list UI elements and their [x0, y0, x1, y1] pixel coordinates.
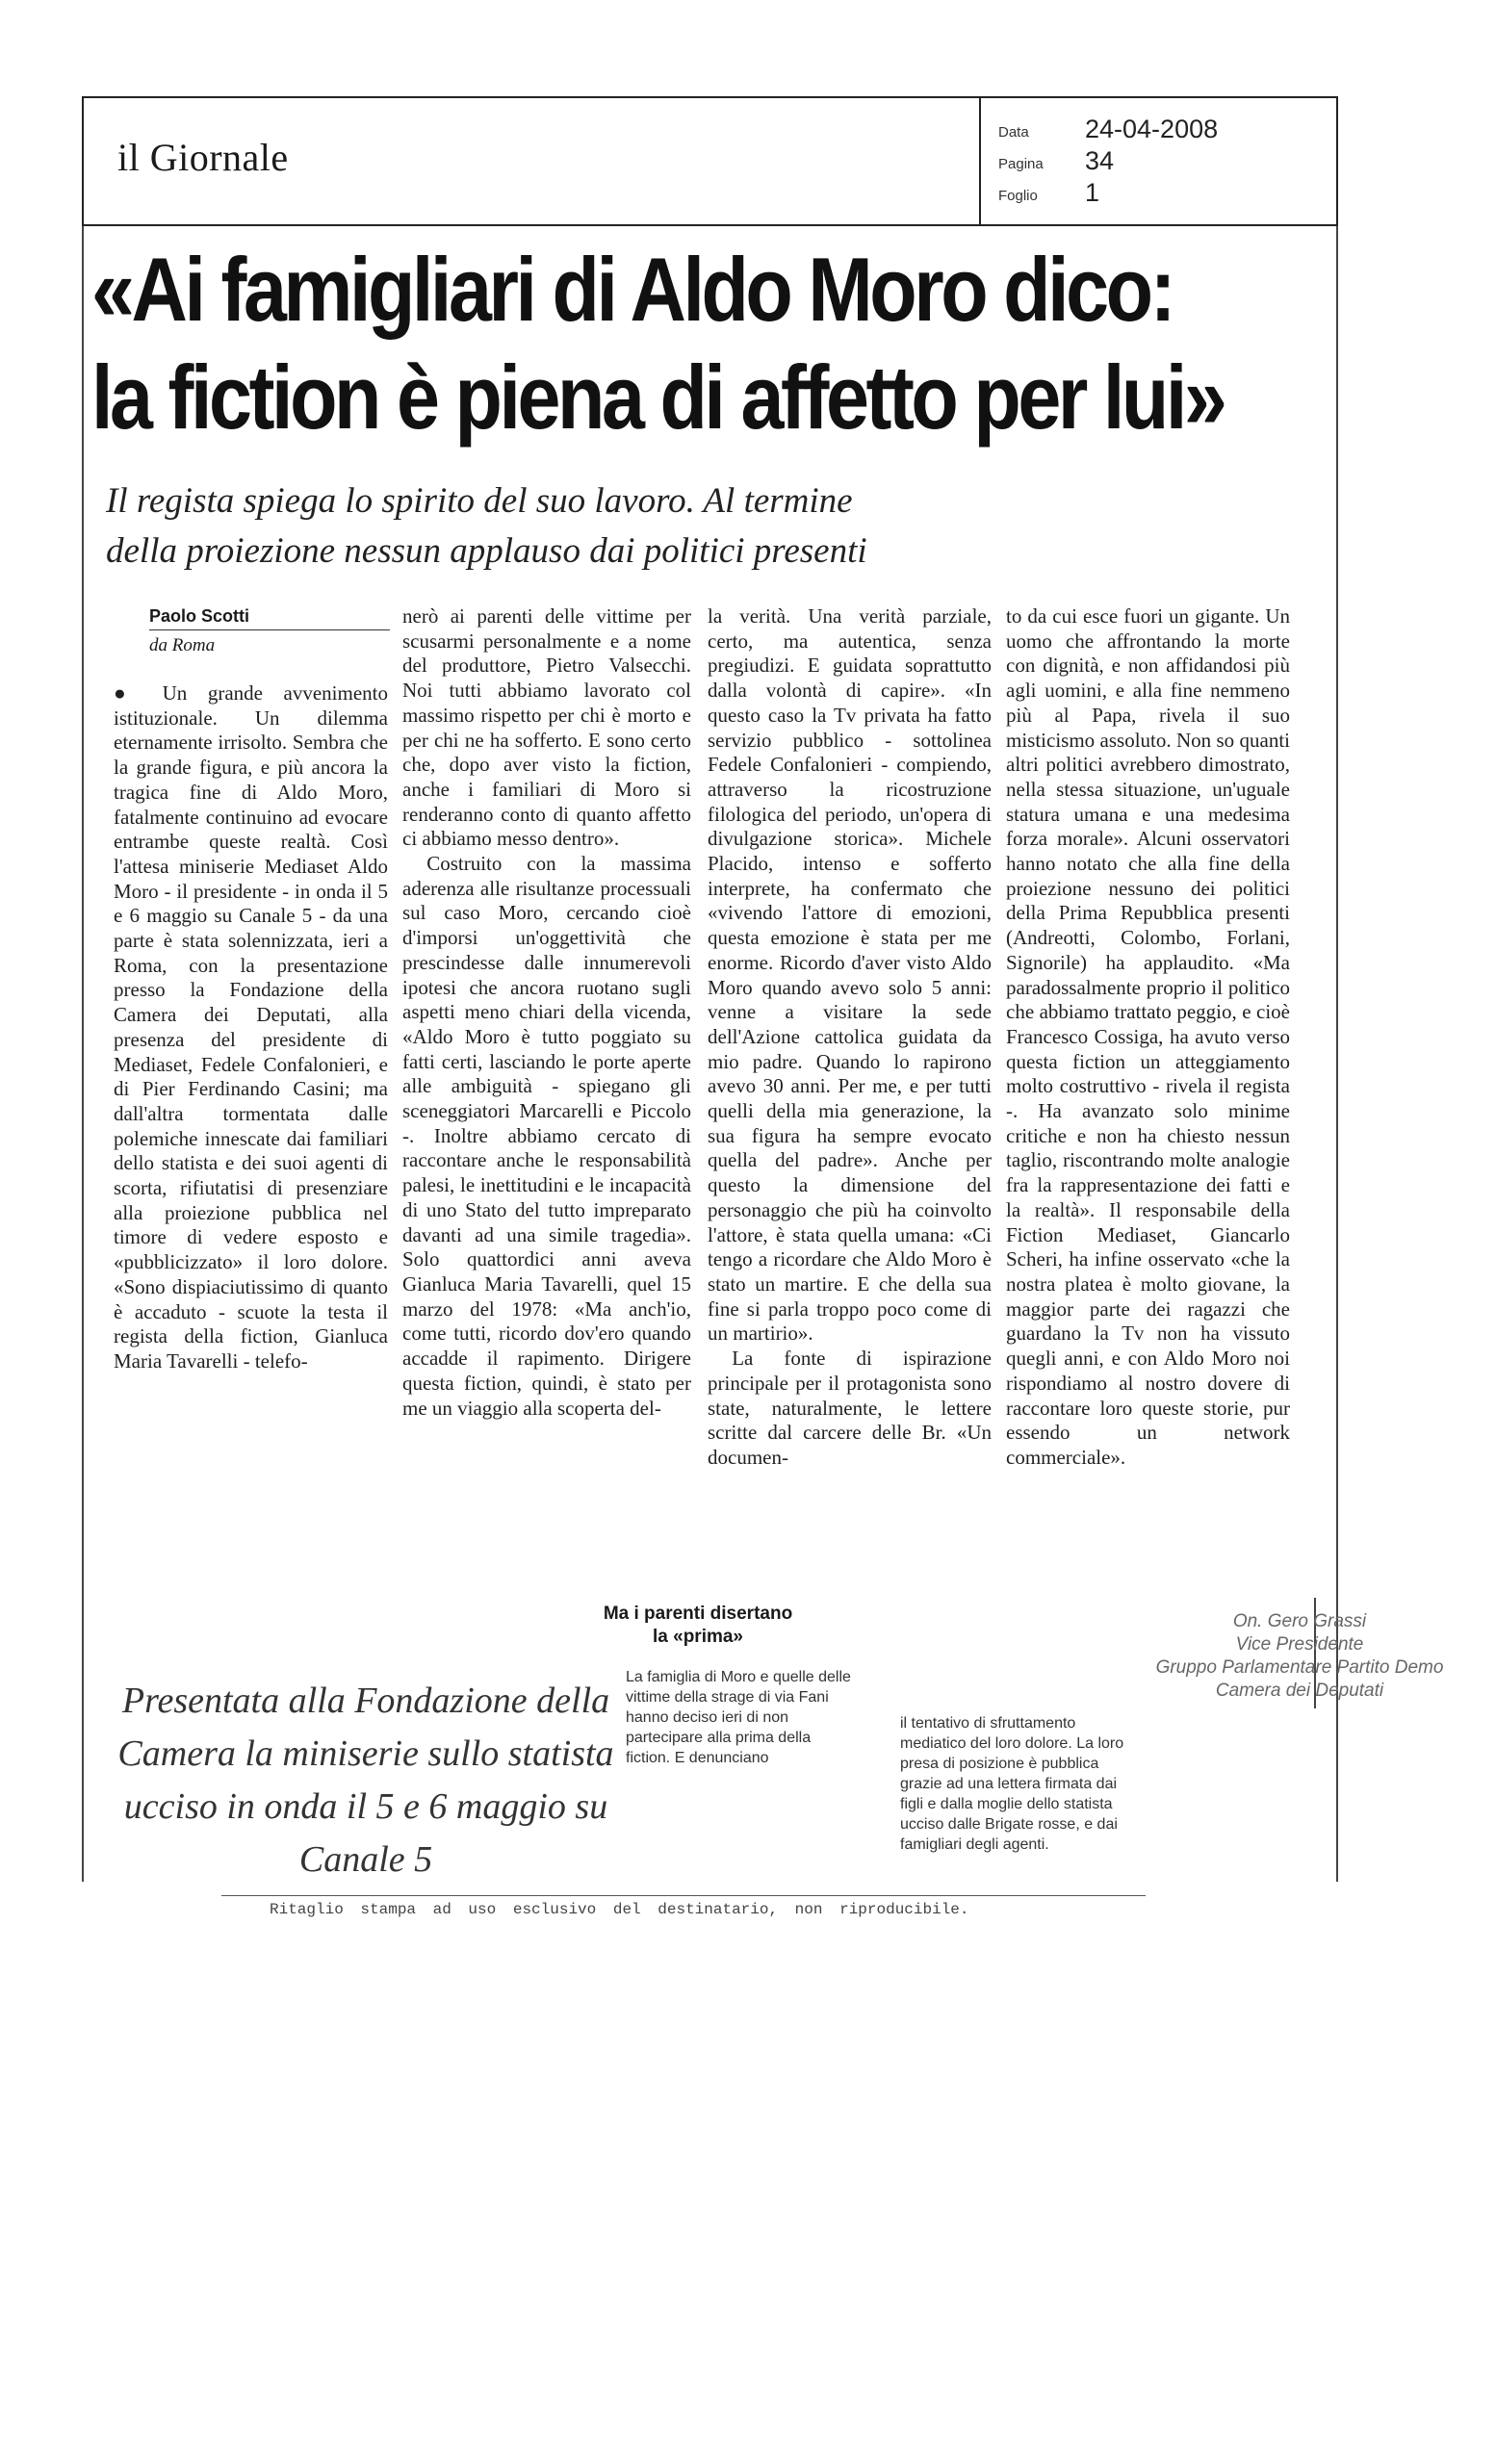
- sheet-label: Foglio: [998, 188, 1038, 204]
- deck-line-2: della proiezione nessun applauso dai politici presenti: [106, 531, 867, 571]
- footer-note: Ritaglio stampa ad uso esclusivo del destinatario, non riproducibile.: [270, 1901, 969, 1918]
- headline: [91, 236, 1225, 451]
- stamp-line-2: Vice Presidente: [1235, 1634, 1364, 1655]
- stamp-line-3: Gruppo Parlamentare Partito Demo: [1155, 1657, 1444, 1678]
- column-4-text: to da cui esce fuori un gigante. Un uomo che affrontando la morte con dignità, e non affidandosi più agli uomini, e alla fine nemmeno più al Papa, rivela il suo misticismo assoluto. Non so quanti altri politici avrebbero dimostrato, nella stessa situazione, un'uguale statura umana e una medesima forza morale». Alcuni osservatori hanno notato che alla fine della proiezione nessuno dei politici della Prima Repubblica presenti (Andreotti, Colombo, Forlani, Signorile) ha applaudito. «Ma paradossalmente proprio il politico che abbiamo trattato peggio, e cioè Francesco Cossiga, ha avuto verso questa fiction un atteggiamento molto costruttivo - rivela il regista -. Ha avanzato solo minime critiche e non ha chiesto nessun taglio, riscontrando molte analogie fra la rappresentazione dei fatti e la realtà». Il responsabile della Fiction Mediaset, Giancarlo Scheri, ha infine osservato «che la nostra platea è molto giovane, la maggior parte dei ragazzi che guardano la Tv non ha vissuto quegli anni, e con Aldo Moro noi rispondiamo al nostro dovere di raccontare loro queste storie, pur essendo un network commerciale».: [1006, 604, 1290, 1469]
- byline-author: Paolo Scotti: [149, 606, 250, 626]
- stamp-line-1: On. Gero Grassi: [1232, 1611, 1367, 1631]
- sheet-value: 1: [1085, 178, 1100, 207]
- page-value: 34: [1085, 146, 1115, 175]
- column-3-paragraph-1: la verità. Una verità parziale, certo, ma autentica, senza pregiudizi. E guidata soprattutto dalla volontà di capire». «In questo caso la Tv privata ha fatto servizio pubblico - sottolinea Fedele Confalonieri - compiendo, attraverso la ricostruzione filologica del periodo, un'opera di divulgazione storica». Michele Placido, intenso e sofferto interprete, ha confermato che «vivendo l'attore di emozioni, questa emozione è stata per me enorme. Ricordo d'aver visto Aldo Moro quando avevo solo 5 anni: venne a visitare la sede dell'Azione cattolica guidata da mio padre. Quando lo rapirono avevo 30 anni. Per me, e per tutti quelli della mia generazione, la sua figura ha sempre evocato quella del padre». Anche per questo la dimensione del personaggio che più ha coinvolto l'attore, è stata quella umana: «Ci tengo a ricordare che Aldo Moro è stato un martire. E che della sua fine si parla troppo poco come di un martirio».: [708, 604, 992, 1346]
- byline-place: da Roma: [149, 635, 216, 655]
- article-column-1: [114, 681, 388, 1374]
- header-divider: [979, 98, 981, 224]
- pull-quote: Presentata alla Fondazione della Camera la miniserie sullo statista ucciso in onda il 5 e 6 maggio su Canale 5: [117, 1681, 614, 1880]
- column-1-text: ● Un grande avvenimento istituzionale. Un dilemma eternamente irrisolto. Sembra che la grande figura, e più ancora la tragica fine di Aldo Moro, fatalmente continuino ad evocare entrambe queste realtà. Così l'attesa miniserie Mediaset Aldo Moro - il presidente - in onda il 5 e 6 maggio su Canale 5 - da una parte è stata solennizzata, ieri a Roma, con la presentazione presso la Fondazione della Camera dei Deputati, alla presenza del presidente di Mediaset, Fedele Confalonieri, e di Pier Ferdinando Casini; ma dall'altra tormentata dalle polemiche innescate dai familiari dello statista e dei suoi agenti di scorta, rifiutatisi di presenziare alla proiezione pubblica nel timore di vedere esposto e «pubblicizzato» il loro dolore. «Sono dispiaciutissimo di quanto è accaduto - scuote la testa il regista della fiction, Gianluca Maria Tavarelli - telefo-: [114, 681, 388, 1373]
- column-3-paragraph-2: La fonte di ispirazione principale per il protagonista sono state, naturalmente, le lettere scritte dal carcere delle Br. «Un documen-: [708, 1347, 992, 1469]
- stamp-line-4: Camera dei Deputati: [1215, 1681, 1384, 1701]
- deck: [106, 476, 1030, 577]
- sidebar-title: [558, 1603, 838, 1649]
- page-label: Pagina: [998, 156, 1044, 172]
- deck-line-1: Il regista spiega lo spirito del suo lavoro. Al termine: [106, 481, 853, 521]
- stamp: [1136, 1610, 1463, 1703]
- column-2-paragraph-1: nerò ai parenti delle vittime per scusarmi personalmente e a nome del produttore, Pietro Valsecchi. Noi tutti abbiamo lavorato col massimo rispetto per chi è morto e per chi ne ha sofferto. E sono certo che, dopo aver visto la fiction, anche i familiari di Moro si renderanno conto di quanto affetto ci abbiamo messo dentro».: [402, 604, 691, 851]
- article-column-2: [402, 604, 691, 1421]
- clipping-header: [82, 96, 1338, 226]
- sidebar-text-right: il tentativo di sfruttamento mediatico del loro dolore. La loro presa di posizione è pubblica grazie ad una lettera firmata dai figli e dalla moglie dello statista ucciso dalle Brigate rosse, e dai famigliari degli agenti.: [900, 1715, 1124, 1853]
- byline-rule: [149, 629, 390, 630]
- sidebar-text-left: La famiglia di Moro e quelle delle vittime della strage di via Fani hanno deciso ieri di non partecipare alla prima della fiction. E denunciano: [626, 1669, 851, 1766]
- article-column-3: [708, 604, 992, 1471]
- date-value: 24-04-2008: [1085, 115, 1219, 143]
- column-2-paragraph-2: Costruito con la massima aderenza alle risultanze processuali sul caso Moro, cercando cioè d'imporsi un'oggettività che prescindesse dalle innumerevoli ipotesi che ancora ruotano sugli aspetti meno chiari della vicenda, «Aldo Moro è tutto poggiato su fatti certi, lasciando le porte aperte alle ambiguità - spiegano gli sceneggiatori Marcarelli e Piccolo -. Inoltre abbiamo cercato di raccontare anche le responsabilità palesi, le inettitudini e le incapacità di uno Stato del tutto impreparato davanti ad una simile tragedia». Solo quattordici anni aveva Gianluca Maria Tavarelli, quel 15 marzo del 1978: «Ma anch'io, come tutti, ricordo dov'ero quando accadde il rapimento. Dirigere questa fiction, quindi, è stato per me un viaggio alla scoperta del-: [402, 852, 691, 1420]
- footer-rule: [221, 1895, 1146, 1896]
- headline-line-2: la fiction è piena di affetto per lui»: [91, 346, 1225, 448]
- sidebar-title-line-2: la «prima»: [653, 1627, 743, 1647]
- newspaper-name: il Giornale: [117, 136, 289, 179]
- sidebar-title-line-1: Ma i parenti disertano: [603, 1604, 793, 1624]
- article-column-4: [1006, 604, 1290, 1471]
- headline-line-1: «Ai famigliari di Aldo Moro dico:: [91, 239, 1174, 340]
- date-label: Data: [998, 124, 1029, 141]
